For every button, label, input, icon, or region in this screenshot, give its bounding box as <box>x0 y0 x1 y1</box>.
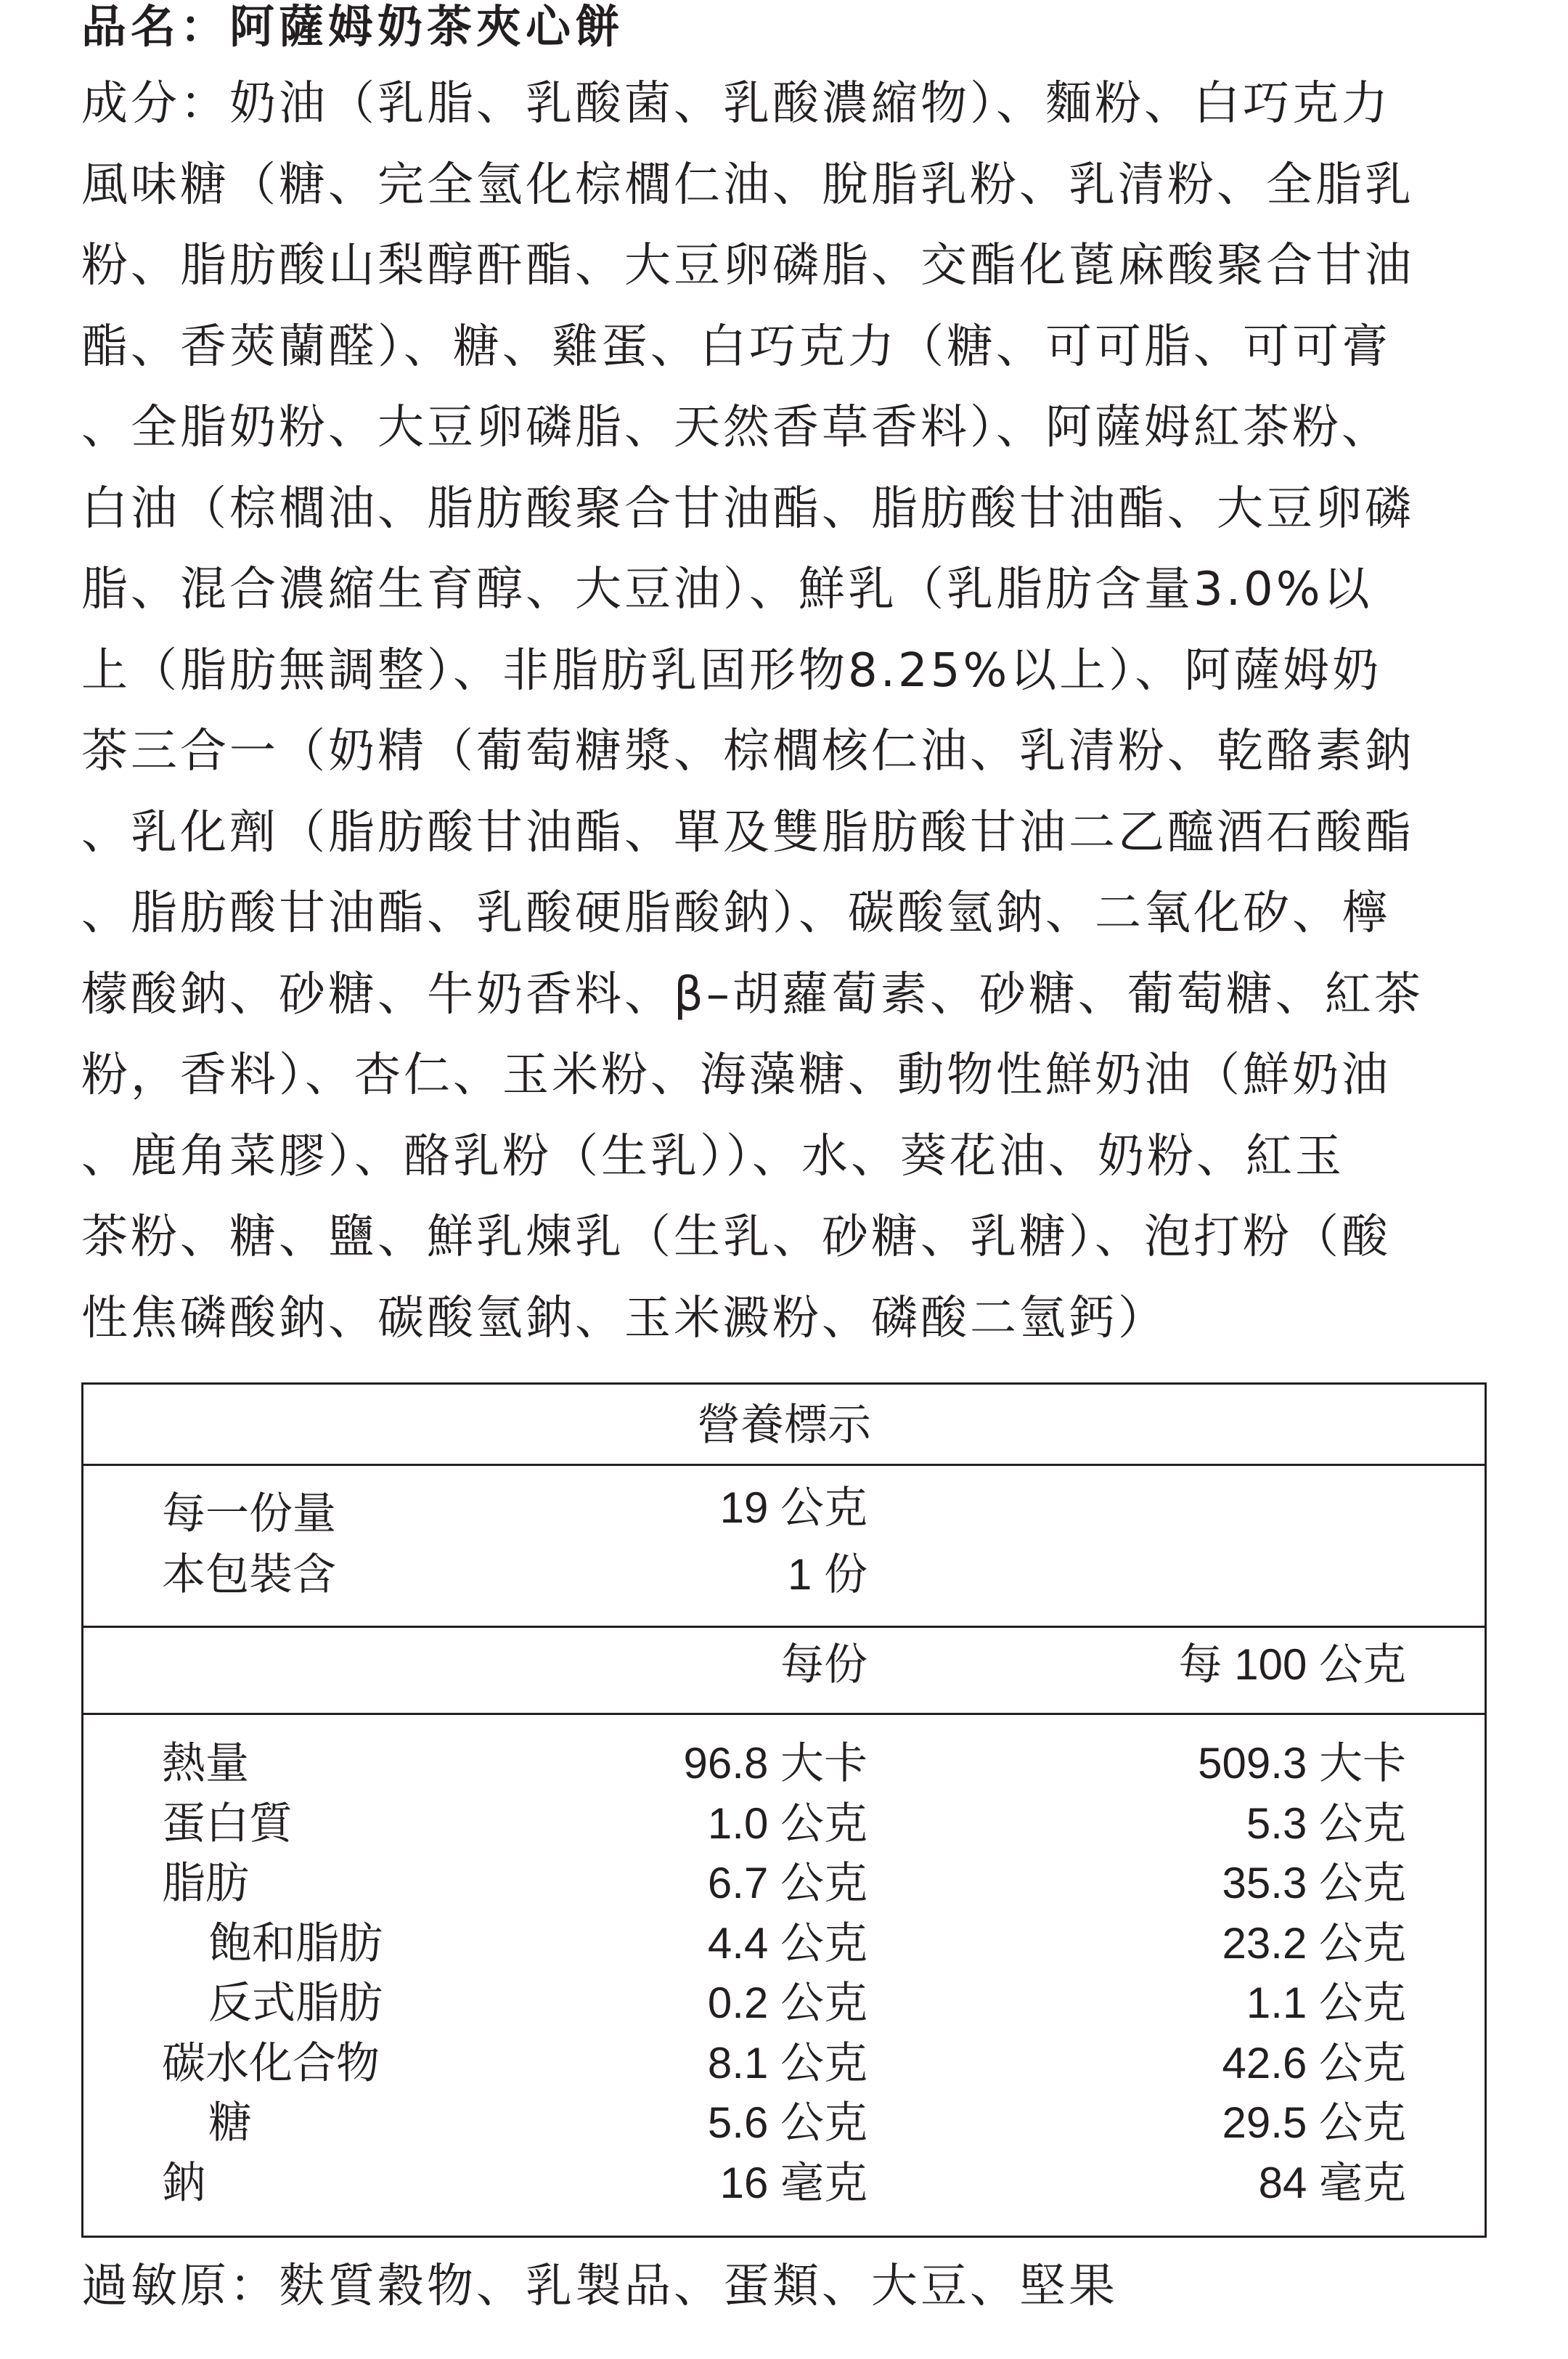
ingredients-line: 粉、脂肪酸山梨醇酐酯、大豆卵磷脂、交酯化蓖麻酸聚合甘油 <box>81 239 1414 293</box>
ingredients-line: 性焦磷酸鈉、碳酸氫鈉、玉米澱粉、磷酸二氫鈣） <box>81 1291 1167 1345</box>
nutrient-label: 飽和脂肪 <box>208 1918 383 1968</box>
nutrient-label: 鈉 <box>162 2158 205 2207</box>
nutrient-label: 反式脂肪 <box>208 1979 383 2027</box>
nutrient-label: 脂肪 <box>162 1859 249 1907</box>
nutrient-per-100g: 509.3 大卡 <box>1198 1739 1406 1788</box>
nutrient-per-100g: 29.5 公克 <box>1222 2098 1406 2147</box>
ingredients-line: 、脂肪酸甘油酯、乳酸硬脂酸鈉）、碳酸氫鈉、二氧化矽、檸 <box>81 887 1391 940</box>
nutrient-per-100g: 23.2 公克 <box>1222 1918 1406 1968</box>
nutrient-per-100g: 84 毫克 <box>1258 2158 1406 2207</box>
nutrient-per-100g: 1.1 公克 <box>1246 1979 1406 2027</box>
ingredients-paragraph <box>81 64 1504 1359</box>
ingredients-line: 白油（棕櫚油、脂肪酸聚合甘油酯、脂肪酸甘油酯、大豆卵磷 <box>81 481 1414 536</box>
column-header-per-100g: 每 100 公克 <box>1178 1640 1406 1689</box>
nutrient-per-serving: 5.6 公克 <box>707 2098 867 2147</box>
serving-size-value: 19 公克 <box>719 1483 867 1532</box>
nutrient-label: 熱量 <box>162 1739 249 1788</box>
ingredients-line: 風味糖（糖、完全氫化棕櫚仁油、脫脂乳粉、乳清粉、全脂乳 <box>81 158 1414 212</box>
nutrient-per-100g: 35.3 公克 <box>1222 1859 1406 1907</box>
ingredients-line: 上（脂肪無調整）、非脂肪乳固形物8.25%以上）、阿薩姆奶 <box>81 643 1382 698</box>
ingredients-line: 檬酸鈉、砂糖、牛奶香料、β–胡蘿蔔素、砂糖、葡萄糖、紅茶 <box>81 967 1424 1022</box>
ingredients-line: 脂、混合濃縮生育醇、大豆油）、鮮乳（乳脂肪含量3.0%以 <box>81 563 1373 616</box>
nutrient-label: 蛋白質 <box>162 1798 293 1848</box>
allergen-statement: 過敏原：麩質穀物、乳製品、蛋類、大豆、堅果 <box>81 2260 1118 2313</box>
nutrient-per-100g: 5.3 公克 <box>1246 1798 1406 1848</box>
nutrient-label: 糖 <box>208 2098 252 2147</box>
nutrient-label: 碳水化合物 <box>162 2038 380 2087</box>
serving-size-label: 每一份量 <box>162 1489 336 1538</box>
ingredients-line: 茶粉、糖、鹽、鮮乳煉乳（生乳、砂糖、乳糖）、泡打粉（酸 <box>81 1210 1391 1264</box>
nutrient-per-serving: 4.4 公克 <box>707 1918 867 1968</box>
nutrient-per-serving: 6.7 公克 <box>707 1859 867 1907</box>
product-title: 品名：阿薩姆奶茶夾心餅 <box>81 0 625 53</box>
ingredients-line: 粉，香料）、杏仁、玉米粉、海藻糖、動物性鮮奶油（鮮奶油 <box>81 1048 1391 1102</box>
table-divider <box>83 1626 1485 1628</box>
servings-per-package-value: 1 份 <box>787 1550 867 1599</box>
nutrition-facts-table <box>81 1382 1487 2238</box>
nutrition-heading: 營養標示 <box>83 1385 1485 1466</box>
servings-per-package-label: 本包裝含 <box>162 1550 336 1599</box>
table-divider <box>83 1713 1485 1715</box>
ingredients-line: 、鹿角菜膠）、酪乳粉（生乳））、水、葵花油、奶粉、紅玉 <box>81 1129 1344 1183</box>
ingredients-line: 、乳化劑（脂肪酸甘油酯、單及雙脂肪酸甘油二乙醯酒石酸酯 <box>81 805 1414 860</box>
nutrient-per-serving: 96.8 大卡 <box>683 1739 867 1788</box>
nutrient-per-serving: 1.0 公克 <box>707 1798 867 1848</box>
nutrient-per-serving: 8.1 公克 <box>707 2038 867 2087</box>
column-header-per-serving: 每份 <box>780 1640 867 1689</box>
ingredients-line: 、全脂奶粉、大豆卵磷脂、天然香草香料）、阿薩姆紅茶粉、 <box>81 401 1391 455</box>
ingredients-line: 茶三合一（奶精（葡萄糖漿、棕櫚核仁油、乳清粉、乾酪素鈉 <box>81 725 1414 778</box>
nutrient-per-serving: 0.2 公克 <box>707 1979 867 2027</box>
ingredients-line: 成分：奶油（乳脂、乳酸菌、乳酸濃縮物）、麵粉、白巧克力 <box>81 77 1391 131</box>
ingredients-line: 酯、香莢蘭醛）、糖、雞蛋、白巧克力（糖、可可脂、可可膏 <box>81 319 1391 374</box>
nutrient-per-serving: 16 毫克 <box>719 2158 867 2207</box>
nutrient-per-100g: 42.6 公克 <box>1222 2038 1406 2087</box>
